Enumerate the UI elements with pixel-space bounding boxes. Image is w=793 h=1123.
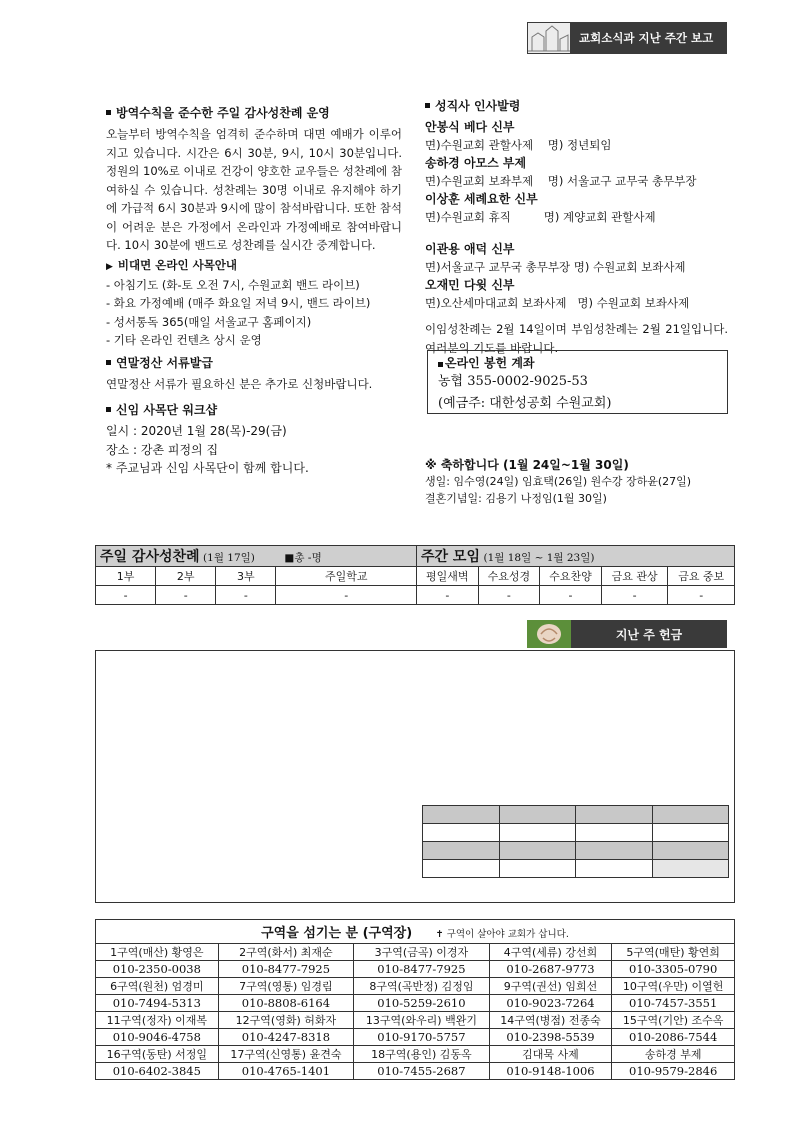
online-offering-box xyxy=(427,350,728,414)
square-bullet-icon xyxy=(106,407,111,412)
attendance-value: - xyxy=(601,586,668,605)
birthday-line: 생일: 임수영(24일) 임효택(26일) 원수강 장하윤(27일) xyxy=(425,475,692,488)
district-phone: 010-7457-3551 xyxy=(612,995,735,1012)
online-ministry-title: ▶ 비대면 온라인 사목안내 xyxy=(106,257,238,272)
attendance-column-label: 1부 xyxy=(96,567,156,586)
offering-title: 지난 주 헌금 xyxy=(615,627,683,642)
attendance-values-row xyxy=(96,586,735,605)
district-name-row xyxy=(96,944,735,961)
district-leader: 6구역(원천) 엄경미 xyxy=(96,978,219,995)
tax-section xyxy=(106,354,402,394)
congrats-section xyxy=(425,456,728,507)
district-leader: 8구역(곡반정) 김정임 xyxy=(354,978,490,995)
attendance-column-label: 3부 xyxy=(216,567,276,586)
district-phone: 010-9579-2846 xyxy=(612,1063,735,1080)
district-phone: 010-8477-7925 xyxy=(218,961,354,978)
right-column xyxy=(425,97,728,357)
district-leader: 11구역(정자) 이재복 xyxy=(96,1012,219,1029)
district-phone: 010-2687-9773 xyxy=(489,961,612,978)
district-phone: 010-6402-3845 xyxy=(96,1063,219,1080)
district-phone-row xyxy=(96,995,735,1012)
district-phone: 010-8808-6164 xyxy=(218,995,354,1012)
district-phone: 010-9170-5757 xyxy=(354,1029,490,1046)
account-holder: (예금주: 대한성공회 수원교회) xyxy=(438,396,612,411)
workshop-place: 장소 : 강촌 피정의 집 xyxy=(106,442,219,457)
person-name: 오재민 다윗 신부 xyxy=(425,278,515,292)
person-name: 이관용 애덕 신부 xyxy=(425,242,515,256)
district-phone: 010-9148-1006 xyxy=(489,1063,612,1080)
sunday-service-header: 주일 감사성찬례 (1월 17일) ■총 -명 xyxy=(96,546,417,567)
workshop-note: * 주교님과 신임 사목단이 함께 합니다. xyxy=(106,461,309,475)
total-count: ■총 -명 xyxy=(284,552,322,564)
district-phone: 010-7494-5313 xyxy=(96,995,219,1012)
person-assignment: 면)수원교회 휴직 명) 계양교회 관할사제 xyxy=(425,210,656,224)
attendance-column-label: 수요찬양 xyxy=(540,567,602,586)
district-note: ✝ 구역이 살아야 교회가 삽니다. xyxy=(435,929,569,940)
tax-section-title: 연말정산 서류발급 xyxy=(106,354,402,371)
left-column xyxy=(106,104,402,350)
workshop-section-title: 신임 사목단 워크샵 xyxy=(106,401,402,418)
appointment-section-title: 성직사 인사발령 xyxy=(425,97,728,114)
district-phone: 010-9046-4758 xyxy=(96,1029,219,1046)
person-assignment: 면)오산세마대교회 보좌사제 명) 수원교회 보좌사제 xyxy=(425,296,690,310)
weekly-meeting-header: 주간 모임 (1월 18일 ~ 1월 23일) xyxy=(417,546,735,567)
header-banner xyxy=(527,22,727,54)
attendance-value: - xyxy=(668,586,735,605)
attendance-header-row xyxy=(96,546,735,567)
square-bullet-icon xyxy=(106,110,111,115)
attendance-column-label: 수요성경 xyxy=(478,567,540,586)
attendance-columns-row xyxy=(96,567,735,586)
attendance-value: - xyxy=(478,586,540,605)
district-phone: 010-8477-7925 xyxy=(354,961,490,978)
hands-icon xyxy=(527,620,571,648)
workshop-section xyxy=(106,401,402,478)
online-item: - 화요 가정예배 (매주 화요일 저녁 9시, 밴드 라이브) xyxy=(106,296,371,310)
district-leader: 4구역(세류) 강선희 xyxy=(489,944,612,961)
district-leader: 5구역(매탄) 황연희 xyxy=(612,944,735,961)
square-bullet-icon xyxy=(438,362,443,367)
attendance-column-label: 2부 xyxy=(156,567,216,586)
online-offering-title: 온라인 봉헌 계좌 xyxy=(438,354,717,371)
attendance-value: - xyxy=(96,586,156,605)
square-bullet-icon xyxy=(425,103,430,108)
district-leader: 12구역(영화) 허화자 xyxy=(218,1012,354,1029)
district-leader: 7구역(영통) 임경림 xyxy=(218,978,354,995)
attendance-value: - xyxy=(540,586,602,605)
district-phone: 010-7455-2687 xyxy=(354,1063,490,1080)
attendance-value: - xyxy=(216,586,276,605)
district-phone: 010-4765-1401 xyxy=(218,1063,354,1080)
district-title: 구역을 섬기는 분 (구역장) xyxy=(261,926,413,941)
district-phone: 010-2350-0038 xyxy=(96,961,219,978)
online-item: - 기타 온라인 컨텐츠 상시 운영 xyxy=(106,333,262,347)
district-leader: 1구역(매산) 황영은 xyxy=(96,944,219,961)
person-name: 이상훈 세례요한 신부 xyxy=(425,192,538,206)
workshop-date: 일시 : 2020년 1월 28(목)-29(금) xyxy=(106,424,287,438)
header-title: 교회소식과 지난 주간 보고 xyxy=(579,31,714,45)
offering-table-row xyxy=(423,806,729,824)
offering-table-row xyxy=(423,842,729,860)
district-leaders-table xyxy=(95,919,735,1080)
district-leader: 13구역(와우리) 백완기 xyxy=(354,1012,490,1029)
district-phone: 010-3305-0790 xyxy=(612,961,735,978)
district-phone: 010-4247-8318 xyxy=(218,1029,354,1046)
district-leader: 14구역(병점) 전종숙 xyxy=(489,1012,612,1029)
attendance-column-label: 주일학교 xyxy=(276,567,417,586)
triangle-bullet-icon: ▶ xyxy=(106,261,113,272)
attendance-value: - xyxy=(276,586,417,605)
attendance-column-label: 금요 관상 xyxy=(601,567,668,586)
service-section-title: 방역수칙을 준수한 주일 감사성찬례 운영 xyxy=(106,104,402,121)
district-phone-row xyxy=(96,961,735,978)
person-assignment: 면)수원교회 관할사제 명) 정년퇴임 xyxy=(425,138,612,152)
district-name-row xyxy=(96,978,735,995)
person-assignment: 면)수원교회 보좌부제 명) 서울교구 교무국 총무부장 xyxy=(425,174,697,188)
offering-table-row xyxy=(423,860,729,878)
district-leader: 김대묵 사제 xyxy=(489,1046,612,1063)
district-phone: 010-2086-7544 xyxy=(612,1029,735,1046)
district-phone: 010-9023-7264 xyxy=(489,995,612,1012)
attendance-value: - xyxy=(417,586,479,605)
tax-body: 연말정산 서류가 필요하신 분은 추가로 신청바랍니다. xyxy=(106,377,373,391)
square-bullet-icon xyxy=(106,360,111,365)
attendance-column-label: 금요 중보 xyxy=(668,567,735,586)
wedding-anniversary-line: 결혼기념일: 김용기 나정임(1월 30일) xyxy=(425,492,607,505)
online-item: - 아침기도 (화-토 오전 7시, 수원교회 밴드 라이브) xyxy=(106,277,360,292)
district-leader: 9구역(권선) 임희선 xyxy=(489,978,612,995)
attendance-value: - xyxy=(156,586,216,605)
offering-banner xyxy=(527,620,727,648)
appointment-closing: 이임성찬례는 2월 14일이며 부임성찬례는 2월 21일입니다. 여러분의 기도를 바랍니다. xyxy=(425,322,728,355)
district-phone-row xyxy=(96,1063,735,1080)
offering-table-row xyxy=(423,824,729,842)
online-item: - 성서통독 365(매일 서울교구 홈페이지) xyxy=(106,314,312,329)
district-leader: 2구역(화서) 최재순 xyxy=(218,944,354,961)
district-leader: 16구역(동탄) 서정일 xyxy=(96,1046,219,1063)
district-leader: 18구역(용인) 김동옥 xyxy=(354,1046,490,1063)
attendance-column-label: 평일새벽 xyxy=(417,567,479,586)
district-title-row xyxy=(96,920,735,944)
district-name-row xyxy=(96,1012,735,1029)
district-leader: 10구역(우만) 이열헌 xyxy=(612,978,735,995)
district-leader: 송하경 부제 xyxy=(612,1046,735,1063)
person-assignment: 면)서울교구 교무국 총무부장 명) 수원교회 보좌사제 xyxy=(425,260,686,274)
church-building-icon xyxy=(527,22,571,54)
person-name: 송하경 아모스 부제 xyxy=(425,156,527,170)
service-body: 오늘부터 방역수칙을 엄격히 준수하며 대면 예배가 이루어지고 있습니다. 시간은 6시 30분, 9시, 10시 30분입니다. 정원의 10%로 이내로 건강이 양호한 교우들은 성찬례에 참여하실 수 있습니다. 성찬례는 30명 이내로 유지해야 하기에 가급적 6시 30분과 9시에 많이 참석바랍니다. 또한 참석이 어려운 분은 가정에서 온라인과 가정예배로 참여바랍니다. 10시 30분에 밴드로 성찬례를 실시간 중계합니다. xyxy=(106,127,402,252)
district-phone: 010-5259-2610 xyxy=(354,995,490,1012)
district-name-row xyxy=(96,1046,735,1063)
district-leader: 3구역(금곡) 이경자 xyxy=(354,944,490,961)
district-phone: 010-2398-5539 xyxy=(489,1029,612,1046)
attendance-table xyxy=(95,545,735,605)
bank-account: 농협 355-0002-9025-53 xyxy=(438,374,588,389)
district-leader: 15구역(기안) 조수옥 xyxy=(612,1012,735,1029)
person-name: 안봉식 베다 신부 xyxy=(425,120,515,134)
congrats-title: ※ 축하합니다 (1월 24일~1월 30일) xyxy=(425,458,629,472)
district-leader: 17구역(신영통) 윤견숙 xyxy=(218,1046,354,1063)
offering-table xyxy=(422,805,729,878)
district-phone-row xyxy=(96,1029,735,1046)
